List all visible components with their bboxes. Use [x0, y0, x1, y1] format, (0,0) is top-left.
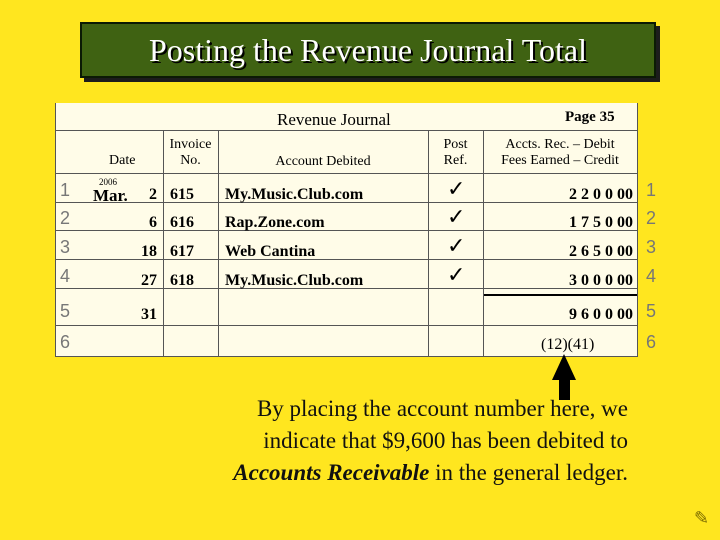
account-cell: My.Music.Club.com — [225, 272, 364, 289]
checkmark-icon: ✓ — [447, 263, 466, 288]
row-number-right: 5 — [646, 301, 657, 321]
invoice-header-1: Invoice — [169, 137, 212, 152]
left-border — [55, 103, 56, 357]
amount-cell: 1 7 5 0 00 — [569, 214, 633, 231]
checkmark-icon: ✓ — [447, 205, 466, 230]
total-amount: 9 6 0 0 00 — [569, 306, 633, 323]
explanation-line-1: By placing the account number here, we — [256, 396, 628, 421]
postref-header-2: Ref. — [443, 153, 468, 168]
invoice-cell: 615 — [170, 186, 194, 203]
date-header: Date — [109, 153, 136, 168]
amount-header-1: Accts. Rec. – Debit — [505, 137, 615, 152]
header-rule — [55, 173, 638, 174]
pen-icon[interactable]: ✎ — [694, 508, 710, 529]
row-number-right: 4 — [646, 266, 657, 286]
row-number-left: 2 — [60, 208, 71, 228]
slide-title: Posting the Revenue Journal Total — [149, 31, 587, 68]
postref-header-1: Post — [443, 137, 468, 152]
journal-title: Revenue Journal — [277, 110, 391, 129]
invoice-cell: 617 — [170, 243, 194, 260]
account-name: Accounts Receivable — [233, 460, 430, 485]
checkmark-icon: ✓ — [447, 177, 466, 202]
invoice-header-2: No. — [180, 153, 201, 168]
row-number-right: 6 — [646, 332, 657, 352]
invoice-cell: 618 — [170, 272, 194, 289]
checkmark-icon: ✓ — [447, 234, 466, 259]
invoice-cell: 616 — [170, 214, 194, 231]
row-number-right: 3 — [646, 237, 657, 257]
up-arrow-icon — [552, 354, 576, 380]
row-number-left: 3 — [60, 237, 71, 257]
row-number-left: 1 — [60, 180, 71, 200]
day-cell: 31 — [141, 306, 157, 323]
explanation-line-2: indicate that $9,600 has been debited to — [263, 428, 628, 453]
explanation-text — [108, 393, 628, 489]
day-cell: 18 — [141, 243, 157, 260]
account-header: Account Debited — [275, 154, 371, 169]
account-cell: Rap.Zone.com — [225, 214, 325, 231]
row-number-left: 5 — [60, 301, 71, 321]
row-rule — [55, 325, 638, 326]
row-number-left: 6 — [60, 332, 71, 352]
row-number-right: 1 — [646, 180, 657, 200]
right-border — [637, 103, 638, 357]
day-cell: 27 — [141, 272, 157, 289]
posting-reference: (12)(41) — [541, 336, 595, 353]
page-number: Page 35 — [565, 109, 615, 125]
account-cell: Web Cantina — [225, 243, 316, 260]
explanation-line-3 — [108, 457, 628, 489]
amount-header-2: Fees Earned – Credit — [501, 153, 619, 168]
row-number-left: 4 — [60, 266, 71, 286]
total-underline — [483, 294, 637, 296]
revenue-journal — [55, 103, 638, 357]
journal-title-rule — [55, 130, 638, 131]
amount-cell: 3 0 0 0 00 — [569, 272, 633, 289]
row-rule — [55, 356, 638, 357]
amount-cell: 2 6 5 0 00 — [569, 243, 633, 260]
account-cell: My.Music.Club.com — [225, 186, 364, 203]
day-cell: 6 — [149, 214, 157, 231]
day-cell: 2 — [149, 186, 157, 203]
row-number-right: 2 — [646, 208, 657, 228]
explanation-line-3-rest: in the general ledger. — [429, 460, 628, 485]
title-banner — [80, 22, 656, 78]
amount-cell: 2 2 0 0 00 — [569, 186, 633, 203]
month-label: Mar. — [93, 186, 128, 205]
year-label: 2006 — [99, 177, 117, 187]
